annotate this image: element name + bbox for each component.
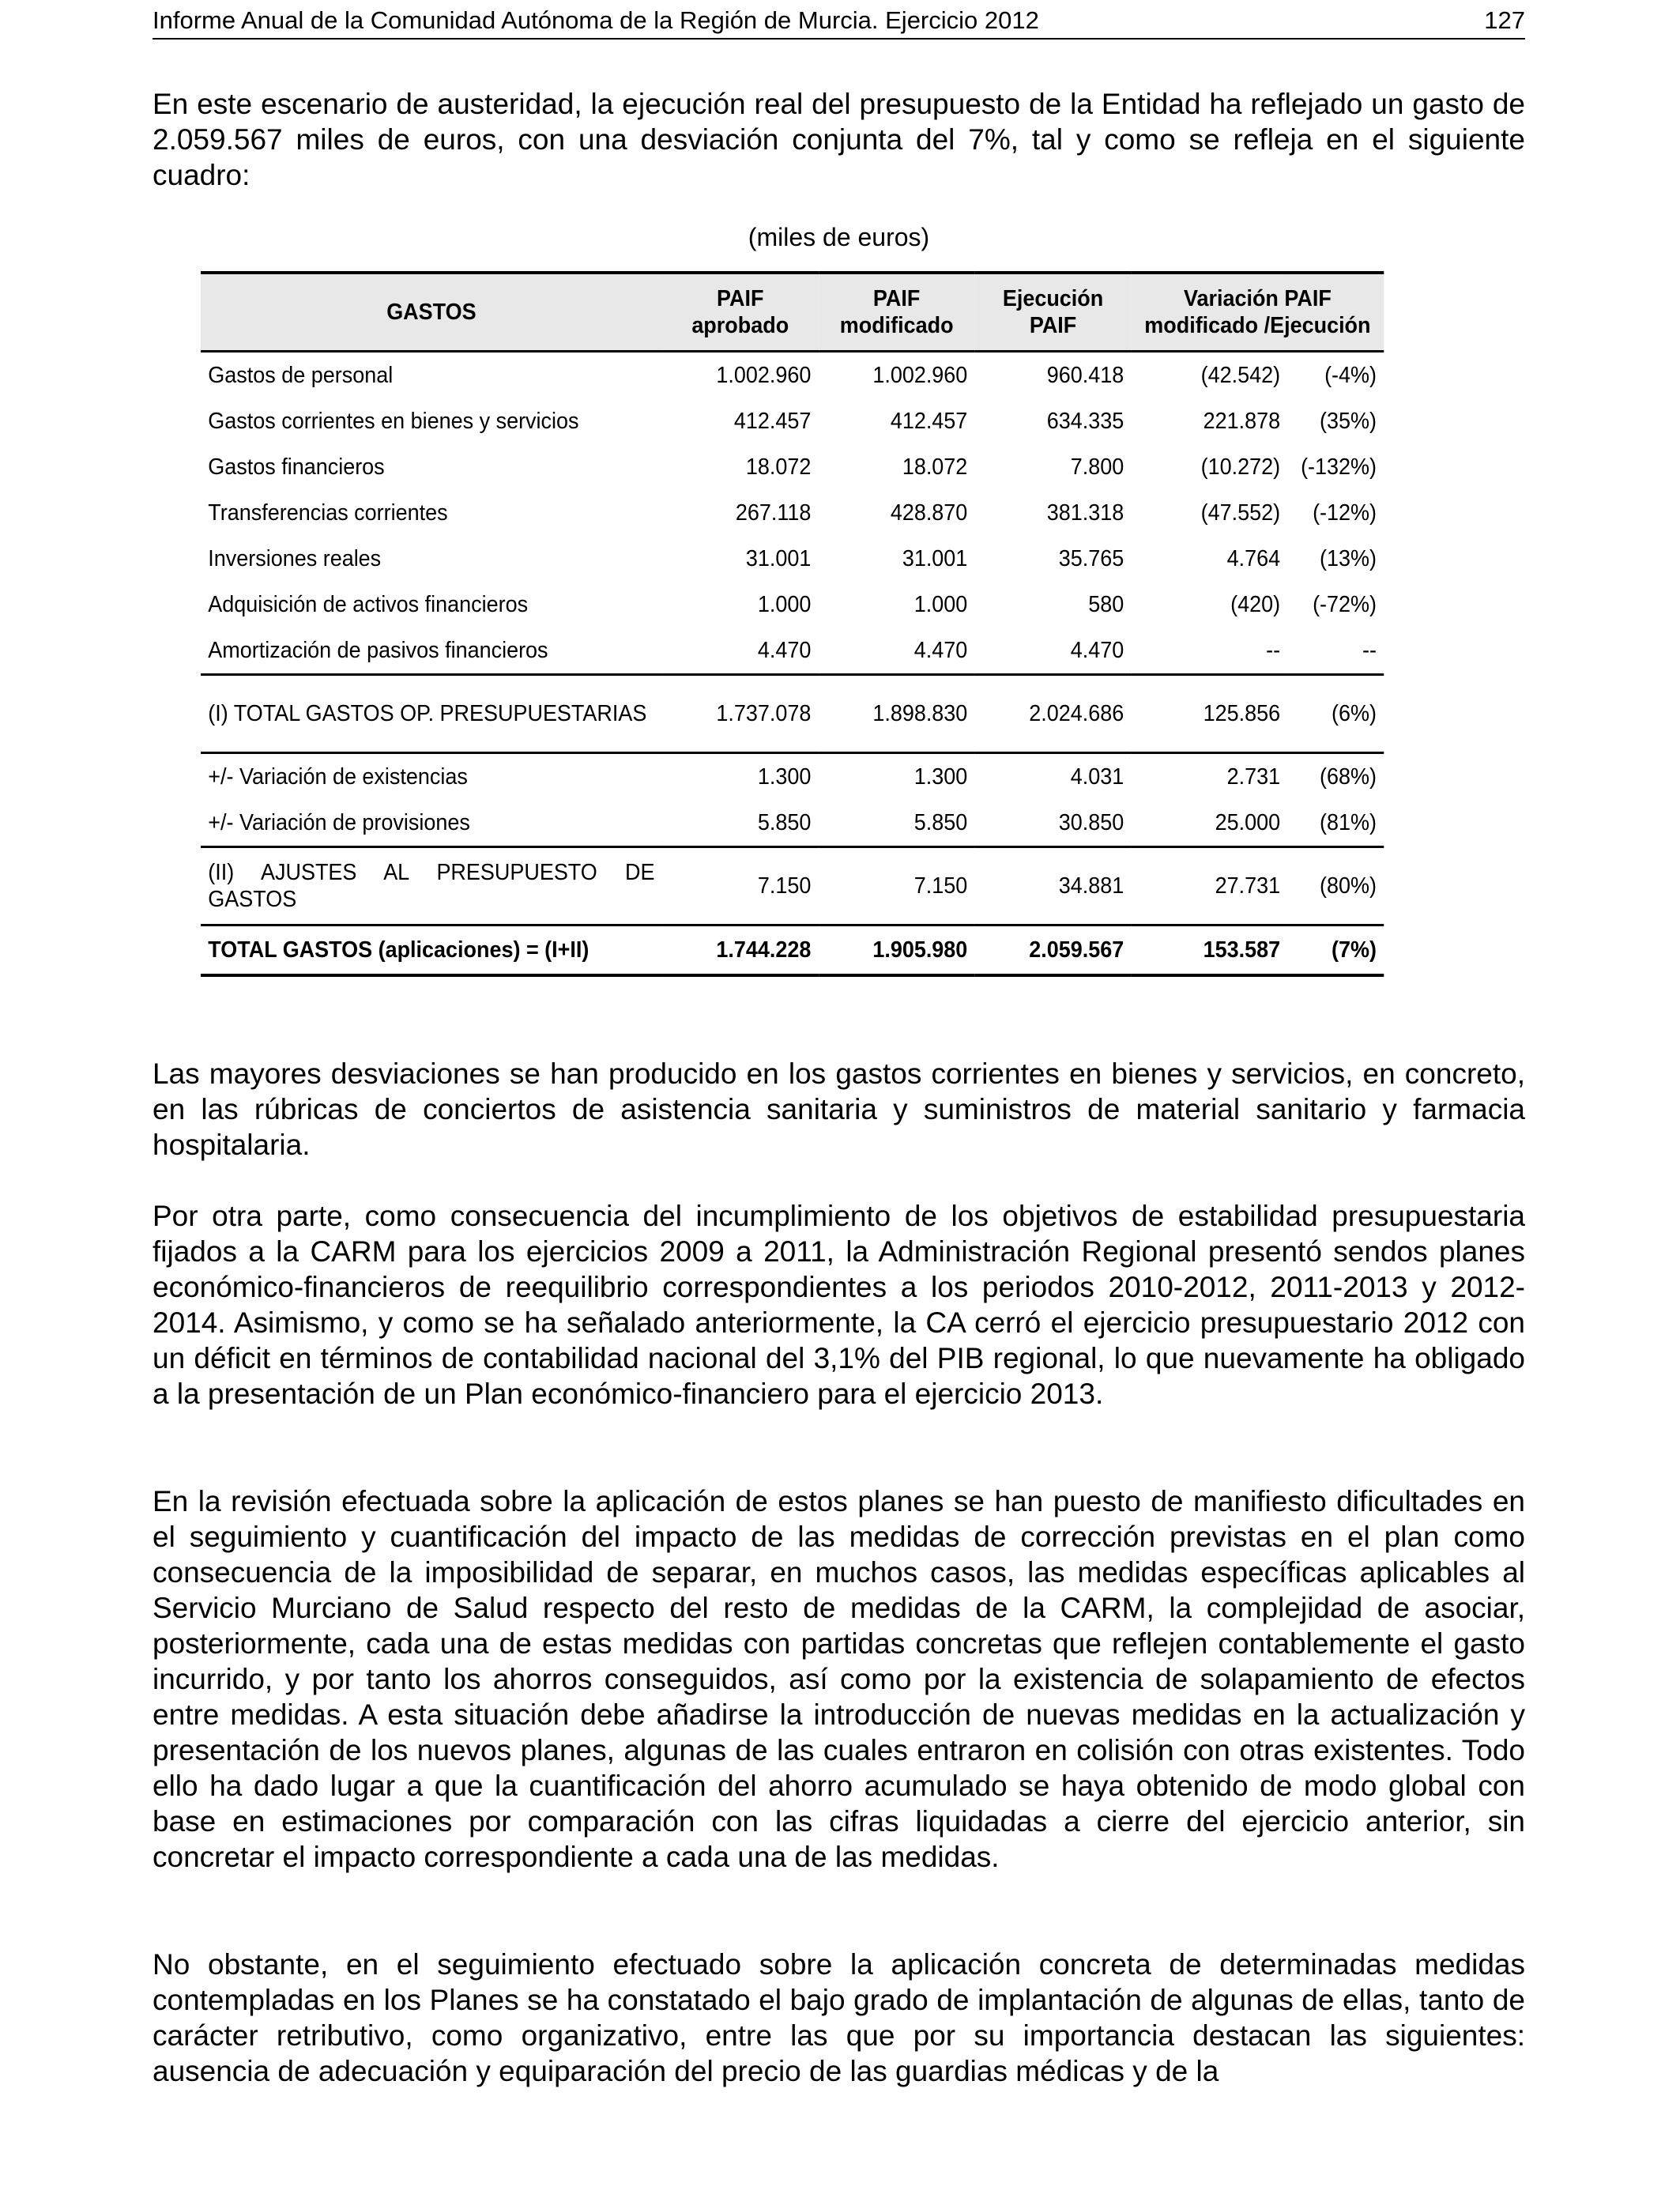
cell-modificado: 4.470	[913, 637, 968, 663]
cell-modificado: 5.850	[913, 809, 968, 835]
cell-aprobado: 7.150	[662, 847, 819, 925]
row-label: (II) AJUSTES AL PRESUPUESTO DE GASTOS	[201, 847, 662, 925]
cell-pct: (-12%)	[1313, 499, 1377, 526]
intro-paragraph: En este escenario de austeridad, la ejecución real del presupuesto de la Entidad ha reflejado un gasto de 2.059.567 miles de euros, con una desviación conjunta del 7%, tal y como se refleja en el siguiente cuadro:	[153, 88, 1525, 191]
header-paif-aprobado: PAIF aprobado	[662, 273, 819, 352]
cell-aprobado: 18.072	[745, 454, 812, 480]
cell-pct: (-132%)	[1301, 454, 1377, 480]
cell-modificado: 1.002.960	[872, 362, 968, 388]
table-row	[201, 800, 1384, 847]
cell-ejecucion: 2.024.686	[975, 675, 1132, 753]
cell-aprobado: 1.744.228	[662, 925, 819, 976]
cell-modificado: 7.150	[819, 847, 975, 925]
header-title: Informe Anual de la Comunidad Autónoma de la Región de Murcia. Ejercicio 2012	[153, 6, 1039, 34]
cell-modificado: 18.072	[902, 454, 968, 480]
cell-modificado: 31.001	[902, 545, 968, 571]
header-variacion-line1: Variación PAIF	[1183, 286, 1332, 311]
header-ejecucion-line2: PAIF	[1029, 313, 1077, 338]
header-gastos: GASTOS	[201, 273, 662, 352]
cell-modificado: 428.870	[890, 499, 968, 526]
cell-variacion: (10.272)	[1200, 454, 1281, 480]
cell-aprobado: 267.118	[735, 499, 812, 526]
cell-modificado: 1.898.830	[819, 675, 975, 753]
cell-aprobado: 31.001	[745, 545, 812, 571]
cell-variacion: (42.542)	[1200, 362, 1281, 388]
paragraph-planes: Por otra parte, como consecuencia del incumplimiento de los objetivos de estabilidad presupuestaria fijados a la CARM para los ejercicios 2009 a 2011, la Administración Regional presentó sendos planes económico-financieros de reequilibrio correspondientes a los periodos 2010-2012, 2011-2013 y 2012-2014. Asimismo, y como se ha señalado anteriormente, la CA cerró el ejercicio presupuestario 2012 con un déficit en términos de contabilidad nacional del 3,1% del PIB regional, lo que nuevamente ha obligado a la presentación de un Plan económico-financiero para el ejercicio 2013.	[153, 1200, 1525, 1410]
cell-pct: (7%)	[1287, 925, 1384, 976]
cell-variacion: 25.000	[1215, 809, 1281, 835]
cell-aprobado: 5.850	[757, 809, 812, 835]
paragraph-desviaciones: Las mayores desviaciones se han producido en los gastos corrientes en bienes y servicios, en concreto, en las rúbricas de conciertos de asistencia sanitaria y suministros de material sanitario y farmacia hospitalaria.	[153, 1057, 1525, 1161]
cell-pct: (6%)	[1287, 675, 1384, 753]
header-paif-modificado: PAIF modificado	[819, 273, 975, 352]
header-ejecucion	[975, 273, 1132, 352]
table-caption: (miles de euros)	[748, 223, 930, 251]
row-label: TOTAL GASTOS (aplicaciones) = (I+II)	[201, 925, 662, 976]
row-label: Transferencias corrientes	[208, 499, 448, 526]
row-label: (I) TOTAL GASTOS OP. PRESUPUESTARIAS	[201, 675, 662, 753]
total-row	[201, 925, 1384, 976]
row-label: +/- Variación de existencias	[201, 753, 662, 801]
cell-variacion: 2.731	[1132, 753, 1288, 801]
table-row	[201, 582, 1384, 628]
subtotal-row-ajustes	[201, 847, 1384, 925]
row-label: Inversiones reales	[208, 545, 382, 571]
cell-pct: (80%)	[1287, 847, 1384, 925]
cell-variacion: 125.856	[1132, 675, 1288, 753]
cell-pct: (-4%)	[1324, 362, 1377, 388]
cell-aprobado: 1.737.078	[662, 675, 819, 753]
row-label: Gastos corrientes en bienes y servicios	[208, 408, 579, 434]
cell-ejecucion: 634.335	[1046, 408, 1124, 434]
cell-variacion: (420)	[1230, 591, 1281, 617]
cell-ejecucion: 7.800	[1070, 454, 1124, 480]
cell-variacion: --	[1266, 637, 1281, 663]
cell-variacion: 153.587	[1132, 925, 1288, 976]
table-row	[201, 398, 1384, 444]
cell-pct: (81%)	[1320, 809, 1377, 835]
cell-pct: (13%)	[1320, 545, 1377, 571]
cell-modificado: 1.300	[819, 753, 975, 801]
row-label: Amortización de pasivos financieros	[208, 637, 548, 663]
header-variacion-line2: modificado /Ejecución	[1144, 313, 1371, 338]
table-row	[201, 444, 1384, 490]
cell-ejecucion: 2.059.567	[975, 925, 1132, 976]
cell-variacion: 221.878	[1203, 408, 1281, 434]
cell-ejecucion: 4.470	[1070, 637, 1124, 663]
cell-aprobado: 1.300	[662, 753, 819, 801]
cell-aprobado: 1.002.960	[716, 362, 812, 388]
paragraph-seguimiento: No obstante, en el seguimiento efectuado sobre la aplicación concreta de determinadas medidas contempladas en los Planes se ha constatado el bajo grado de implantación de algunas de ellas, tanto de carácter retributivo, como organizativo, entre las que por su importancia destacan las siguientes: ausencia de adecuación y equiparación del precio de las guardias médicas y de la	[153, 1948, 1525, 2087]
cell-pct: (-72%)	[1313, 591, 1377, 617]
page-header	[153, 6, 1525, 40]
row-label: Gastos de personal	[208, 362, 394, 388]
cell-modificado: 1.000	[913, 591, 968, 617]
table-row	[201, 753, 1384, 801]
cell-variacion: 4.764	[1226, 545, 1281, 571]
cell-aprobado: 1.000	[757, 591, 812, 617]
cell-pct: (68%)	[1287, 753, 1384, 801]
cell-ejecucion: 381.318	[1046, 499, 1124, 526]
paragraph-revision: En la revisión efectuada sobre la aplicación de estos planes se han puesto de manifiesto dificultades en el seguimiento y cuantificación del impacto de las medidas de corrección previstas en el plan como consecuencia de la imposibilidad de separar, en muchos casos, las medidas específicas aplicables al Servicio Murciano de Salud respecto del resto de medidas de la CARM, la complejidad de asociar, posteriormente, cada una de estas medidas con partidas concretas que reflejen contablemente el gasto incurrido, y por tanto los ahorros conseguidos, así como por la existencia de solapamiento de efectos entre medidas. A esta situación debe añadirse la introducción de nuevas medidas en la actualización y presentación de los nuevos planes, algunas de las cuales entraron en colisión con otras existentes. Todo ello ha dado lugar a que la cuantificación del ahorro acumulado se haya obtenido de modo global con base en estimaciones por comparación con las cifras liquidadas a cierre del ejercicio anterior, sin concretar el impacto correspondiente a cada una de las medidas.	[153, 1485, 1525, 1873]
cell-ejecucion: 35.765	[1058, 545, 1124, 571]
cell-ejecucion: 580	[1088, 591, 1124, 617]
cell-variacion: 27.731	[1132, 847, 1288, 925]
cell-variacion: (47.552)	[1200, 499, 1281, 526]
row-label: +/- Variación de provisiones	[208, 809, 470, 835]
table-row	[201, 628, 1384, 675]
cell-ejecucion: 960.418	[1046, 362, 1124, 388]
page-number: 127	[1484, 6, 1525, 34]
subtotal-row-operaciones	[201, 675, 1384, 753]
cell-modificado: 1.905.980	[819, 925, 975, 976]
cell-ejecucion: 34.881	[975, 847, 1132, 925]
table-header-row	[201, 273, 1384, 352]
row-label: Gastos financieros	[208, 454, 385, 480]
table-row	[201, 536, 1384, 582]
cell-pct: (35%)	[1320, 408, 1377, 434]
budget-table	[201, 271, 1384, 977]
cell-ejecucion: 30.850	[1058, 809, 1124, 835]
cell-modificado: 412.457	[890, 408, 968, 434]
cell-aprobado: 412.457	[733, 408, 812, 434]
table-row	[201, 352, 1384, 399]
cell-ejecucion: 4.031	[975, 753, 1132, 801]
row-label: Adquisición de activos financieros	[208, 591, 529, 617]
table-row	[201, 490, 1384, 536]
header-variacion	[1132, 273, 1384, 352]
cell-aprobado: 4.470	[757, 637, 812, 663]
cell-pct: --	[1362, 637, 1377, 663]
header-ejecucion-line1: Ejecución	[1002, 286, 1104, 311]
